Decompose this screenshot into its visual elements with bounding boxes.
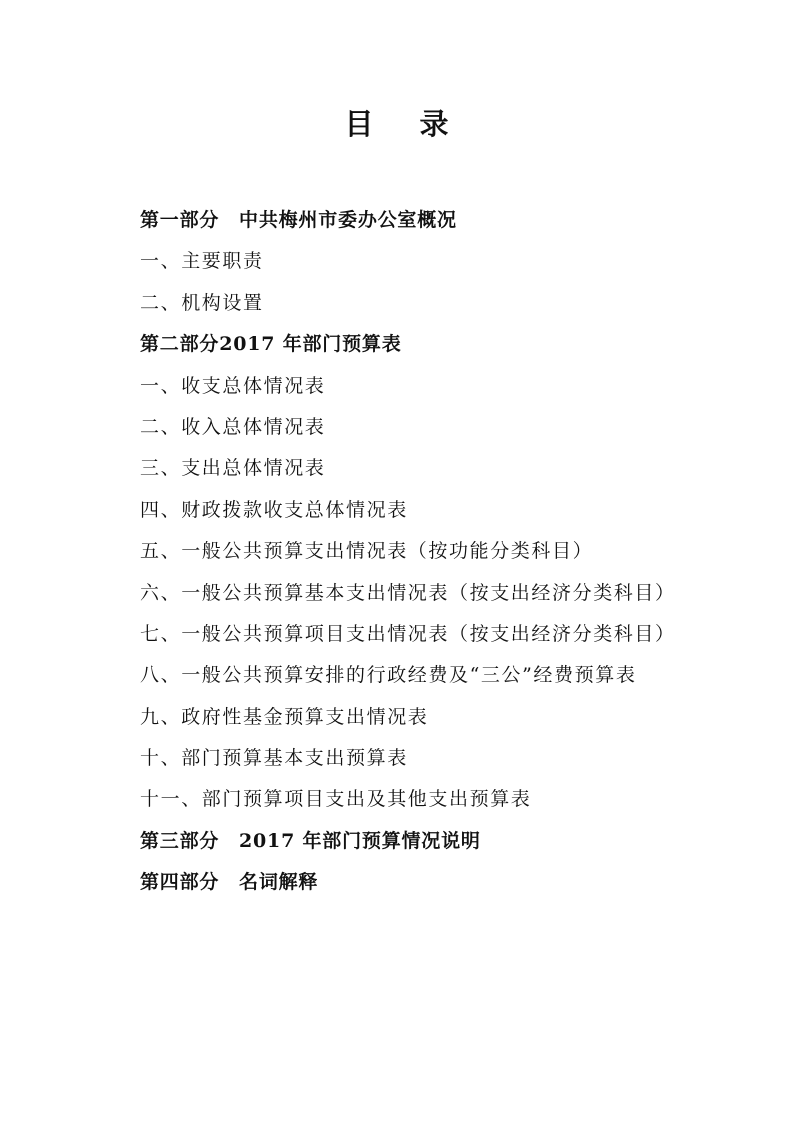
toc-part-label: 第二部分 [140, 333, 220, 356]
toc-part-title: 2017 年部门预算情况说明 [239, 829, 481, 852]
toc-part-separator [219, 821, 239, 862]
toc-entry: 九、政府性基金预算支出情况表 [140, 705, 429, 728]
toc-part-title: 中共梅州市委办公室概况 [239, 209, 457, 231]
toc-entry: 七、一般公共预算项目支出情况表（按支出经济分类科目） [140, 622, 676, 645]
toc-entry: 一、收支总体情况表 [140, 374, 326, 397]
toc-entry: 五、一般公共预算支出情况表（按功能分类科目） [140, 540, 594, 563]
toc-entry: 四、财政拨款收支总体情况表 [140, 498, 408, 521]
toc-part-separator [219, 200, 239, 241]
page-title: 目 录 [344, 107, 467, 141]
toc-part-label: 第三部分 [140, 829, 220, 852]
toc-entry: 十、部门预算基本支出预算表 [140, 747, 408, 770]
toc-entry: 二、机构设置 [140, 291, 264, 314]
toc-part-separator [219, 862, 239, 903]
toc-entry: 一、主要职责 [140, 250, 264, 273]
toc-part-heading [140, 200, 740, 241]
toc-entry: 二、收入总体情况表 [140, 415, 326, 438]
toc-part-title: 2017 年部门预算表 [219, 333, 402, 356]
toc-part-label: 第四部分 [140, 871, 220, 894]
toc-entry: 八、一般公共预算安排的行政经费及“三公”经费预算表 [140, 664, 637, 687]
table-of-contents [140, 200, 740, 904]
toc-part-heading [140, 821, 740, 862]
toc-part-title: 名词解释 [239, 871, 319, 894]
toc-part-heading [140, 324, 740, 365]
toc-entry: 六、一般公共预算基本支出情况表（按支出经济分类科目） [140, 581, 676, 604]
toc-entry: 十一、部门预算项目支出及其他支出预算表 [140, 788, 532, 811]
toc-entry: 三、支出总体情况表 [140, 457, 326, 480]
toc-part-heading [140, 862, 740, 903]
toc-part-label: 第一部分 [140, 209, 220, 231]
